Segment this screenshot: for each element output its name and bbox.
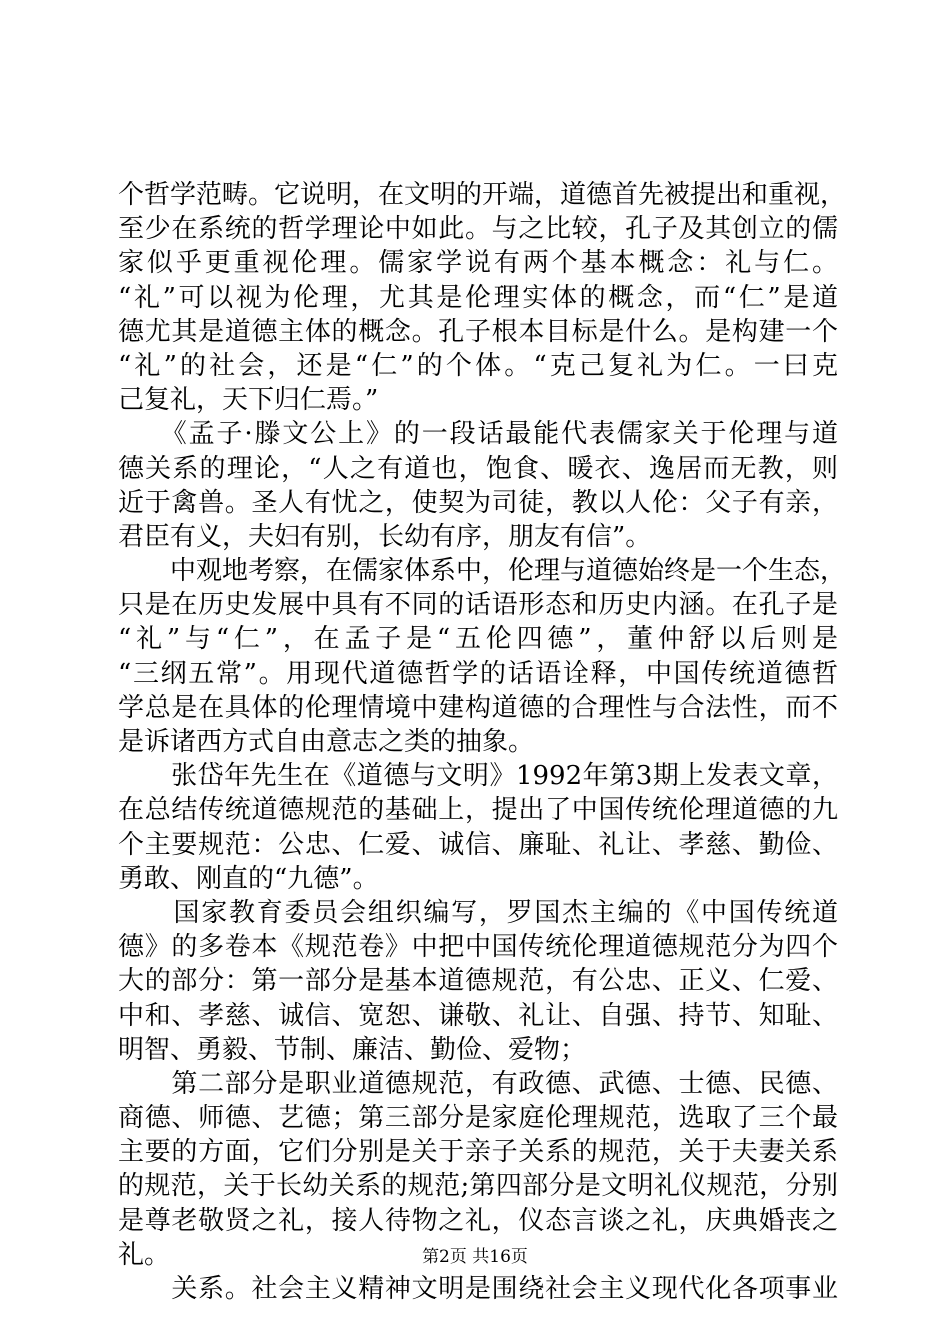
text-line: 关系。社会主义精神文明是围绕社会主义现代化各项事业 xyxy=(118,1274,838,1304)
text-line: 勇敢、刚直的“九德”。 xyxy=(118,863,379,894)
text-line: 大的部分：第一部分是基本道德规范，有公忠、正义、仁爱、 xyxy=(118,966,838,997)
text-line: 己复礼，天下归仁焉。” xyxy=(118,385,379,416)
text-line: 个主要规范：公忠、仁爱、诚信、廉耻、礼让、孝慈、勤俭、 xyxy=(118,829,838,860)
text-line: 礼。 xyxy=(118,1239,171,1270)
text-line: 主要的方面，它们分别是关于亲子关系的规范，关于夫妻关系 xyxy=(118,1137,838,1168)
text-line: 商德、师德、艺德；第三部分是家庭伦理规范，选取了三个最 xyxy=(118,1103,838,1134)
text-line: 《孟子·滕文公上》的一段话最能代表儒家关于伦理与道 xyxy=(118,419,838,450)
text-line: 德关系的理论，“人之有道也，饱食、暖衣、逸居而无教，则 xyxy=(118,453,838,484)
text-line: 至少在系统的哲学理论中如此。与之比较，孔子及其创立的儒 xyxy=(118,214,838,245)
text-line: 个哲学范畴。它说明，在文明的开端，道德首先被提出和重视， xyxy=(118,180,847,210)
text-line: 君臣有义，夫妇有别，长幼有序，朋友有信”。 xyxy=(118,521,652,552)
text-line: 张岱年先生在《道德与文明》1992年第3期上发表文章， xyxy=(118,761,838,792)
text-line: 的规范，关于长幼关系的规范;第四部分是文明礼仪规范，分别 xyxy=(118,1171,838,1202)
text-line: “三纲五常”。用现代道德哲学的话语诠释，中国传统道德哲 xyxy=(118,658,838,689)
text-line: 国家教育委员会组织编写，罗国杰主编的《中国传统道 xyxy=(118,897,838,928)
page-footer: 第2页 共16页 xyxy=(422,1247,528,1267)
text-line: “礼”的社会，还是“仁”的个体。“克己复礼为仁。一曰克 xyxy=(118,350,838,381)
text-line: 只是在历史发展中具有不同的话语形态和历史内涵。在孔子是 xyxy=(118,590,838,621)
body-text xyxy=(118,178,847,1306)
text-line: 第二部分是职业道德规范，有政德、武德、士德、民德、 xyxy=(118,1068,838,1099)
text-line: “礼”与“仁”，在孟子是“五伦四德”，董仲舒以后则是 xyxy=(118,624,838,655)
text-line: 中和、孝慈、诚信、宽恕、谦敬、礼让、自强、持节、知耻、 xyxy=(118,1000,838,1031)
text-line: “礼”可以视为伦理，尤其是伦理实体的概念，而“仁”是道 xyxy=(118,282,838,313)
text-line: 是尊老敬贤之礼，接人待物之礼，仪态言谈之礼，庆典婚丧之 xyxy=(118,1205,838,1236)
text-line: 是诉诸西方式自由意志之类的抽象。 xyxy=(118,727,535,757)
text-line: 学总是在具体的伦理情境中建构道德的合理性与合法性，而不 xyxy=(118,692,838,723)
text-line: 近于禽兽。圣人有忧之，使契为司徒，教以人伦：父子有亲， xyxy=(118,487,838,518)
text-line: 家似乎更重视伦理。儒家学说有两个基本概念：礼与仁。 xyxy=(118,248,838,279)
text-line: 中观地考察，在儒家体系中，伦理与道德始终是一个生态， xyxy=(118,556,847,587)
text-line: 在总结传统道德规范的基础上，提出了中国传统伦理道德的九 xyxy=(118,795,838,826)
text-line: 德尤其是道德主体的概念。孔子根本目标是什么。是构建一个 xyxy=(118,316,838,347)
text-line: 德》的多卷本《规范卷》中把中国传统伦理道德规范分为四个 xyxy=(118,932,838,963)
text-line: 明智、勇毅、节制、廉洁、勤俭、爱物； xyxy=(118,1034,587,1065)
